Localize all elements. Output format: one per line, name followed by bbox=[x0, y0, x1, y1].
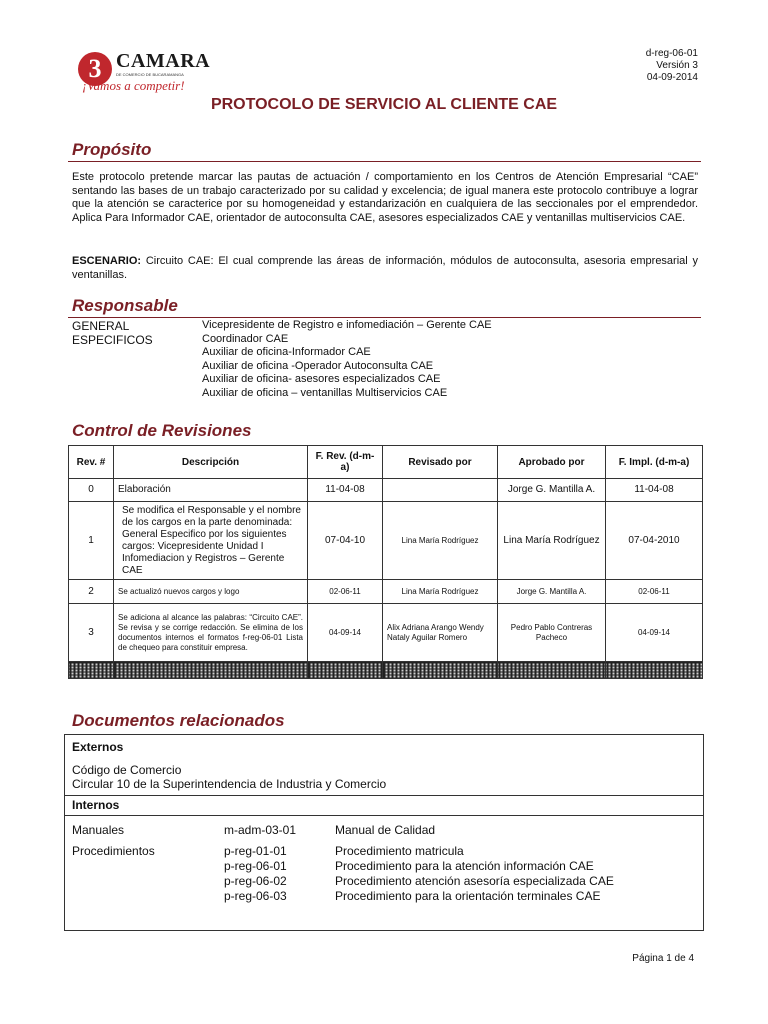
procedimiento-code: p-reg-01-01 bbox=[224, 844, 287, 858]
doc-date: 04-09-2014 bbox=[646, 72, 698, 83]
responsable-item: Auxiliar de oficina-Informador CAE bbox=[202, 346, 371, 358]
logo-brand: CAMARA bbox=[116, 50, 211, 72]
col-header-rev: Rev. # bbox=[69, 446, 114, 479]
cell-frev: 04-09-14 bbox=[308, 604, 383, 662]
documentos-box bbox=[64, 734, 704, 931]
section-divider bbox=[68, 161, 701, 162]
cell-aprobado: Lina María Rodríguez bbox=[498, 502, 606, 580]
document-meta bbox=[646, 48, 698, 84]
cell-rev: 3 bbox=[69, 604, 114, 662]
procedimiento-code: p-reg-06-02 bbox=[224, 874, 287, 888]
proposito-text: Este protocolo pretende marcar las pautas de actuación / comportamiento en los Centros de Atención Empresarial “CAE” sentando las bases de un trabajo caracterizado por su calidad y excelencia; de igual manera este protocolo contribuye a lograr que la atención se caracterice por su homogeneidad y estandarización en cualquiera de las seccionales por el emprendedor. Aplica Para Informador CAE, orientador de autoconsulta CAE, asesores especializados CAE y ventanillas multiservicios CAE. bbox=[72, 171, 698, 224]
manual-code: m-adm-03-01 bbox=[224, 823, 297, 837]
externo-item: Código de Comercio bbox=[72, 763, 182, 777]
section-documentos-heading: Documentos relacionados bbox=[72, 711, 285, 730]
cell-rev: 2 bbox=[69, 580, 114, 604]
box-divider bbox=[65, 795, 703, 796]
col-header-frev: F. Rev. (d-m-a) bbox=[308, 446, 383, 479]
section-divider bbox=[68, 317, 701, 318]
externos-label: Externos bbox=[72, 740, 124, 754]
table-row bbox=[69, 479, 703, 502]
cell-fimpl: 02-06-11 bbox=[606, 580, 703, 604]
responsable-item: Auxiliar de oficina – ventanillas Multiservicios CAE bbox=[202, 386, 448, 399]
responsable-item: Auxiliar de oficina -Operador Autoconsulta CAE bbox=[202, 359, 434, 372]
cell-fimpl: 07-04-2010 bbox=[606, 502, 703, 580]
internos-label: Internos bbox=[72, 798, 120, 812]
general-label: GENERAL bbox=[72, 319, 130, 333]
cell-revisado bbox=[383, 479, 498, 502]
externo-item: Circular 10 de la Superintendencia de Industria y Comercio bbox=[72, 777, 387, 791]
section-proposito-heading: Propósito bbox=[72, 140, 152, 159]
page-title: PROTOCOLO DE SERVICIO AL CLIENTE CAE bbox=[210, 96, 558, 113]
col-header-descripcion: Descripción bbox=[114, 446, 308, 479]
cell-rev: 0 bbox=[69, 479, 114, 502]
responsable-general: Vicepresidente de Registro e infomediación – Gerente CAE bbox=[202, 319, 492, 331]
cell-desc: Elaboración bbox=[114, 479, 308, 502]
procedimientos-label: Procedimientos bbox=[72, 844, 155, 858]
doc-version: Versión 3 bbox=[656, 60, 698, 71]
cell-desc: Se actualizó nuevos cargos y logo bbox=[114, 580, 308, 604]
logo-slogan: ¡Vamos a competir! bbox=[82, 78, 185, 93]
responsable-list bbox=[202, 319, 492, 400]
escenario-text: Circuito CAE: El cual comprende las áreas de información, módulos de autoconsulta, asesoria empresarial y ventanillas. bbox=[72, 255, 698, 281]
doc-code: d-reg-06-01 bbox=[645, 48, 698, 59]
table-header-row bbox=[69, 446, 703, 479]
cell-frev: 11-04-08 bbox=[308, 479, 383, 502]
responsable-item: Auxiliar de oficina- asesores especializados CAE bbox=[202, 373, 441, 385]
col-header-fimpl: F. Impl. (d-m-a) bbox=[606, 446, 703, 479]
cell-desc: Se adiciona al alcance las palabras: “Circuito CAE”. Se revisa y se corrige redacción. Se elimina de los documentos internos el formatos f-reg-06-01 Lista de chequeo para constituir empresa. bbox=[114, 604, 308, 662]
section-revisiones-heading: Control de Revisiones bbox=[72, 421, 252, 440]
camara-logo bbox=[78, 46, 218, 96]
procedimiento-code: p-reg-06-03 bbox=[224, 889, 287, 903]
table-pattern-row bbox=[69, 662, 703, 679]
table-row bbox=[69, 502, 703, 580]
revisions-table bbox=[68, 445, 703, 679]
logo-emblem: 3 bbox=[78, 52, 112, 86]
manuales-label: Manuales bbox=[72, 823, 125, 837]
cell-revisado: Lina María Rodríguez bbox=[383, 580, 498, 604]
section-responsable-heading: Responsable bbox=[72, 296, 178, 315]
col-header-revisado: Revisado por bbox=[383, 446, 498, 479]
box-divider bbox=[65, 815, 703, 816]
cell-frev: 02-06-11 bbox=[308, 580, 383, 604]
table-row bbox=[69, 604, 703, 662]
cell-revisado: Alix Adriana Arango Wendy Nataly Aguilar Romero bbox=[383, 604, 498, 662]
cell-aprobado: Pedro Pablo Contreras Pacheco bbox=[498, 604, 606, 662]
responsable-item: Coordinador CAE bbox=[202, 332, 289, 345]
manual-name: Manual de Calidad bbox=[335, 823, 436, 837]
procedimiento-code: p-reg-06-01 bbox=[224, 859, 287, 873]
escenario-paragraph bbox=[72, 255, 698, 282]
logo-tagline: DE COMERCIO DE BUCARAMANGA bbox=[116, 72, 184, 77]
especificos-label: ESPECIFICOS bbox=[72, 333, 153, 347]
table-row bbox=[69, 580, 703, 604]
cell-fimpl: 11-04-08 bbox=[606, 479, 703, 502]
procedimiento-name: Procedimiento matricula bbox=[335, 844, 464, 858]
cell-frev: 07-04-10 bbox=[308, 502, 383, 580]
procedimiento-name: Procedimiento para la orientación terminales CAE bbox=[335, 889, 601, 903]
procedimiento-name: Procedimiento atención asesoría especializada CAE bbox=[335, 874, 614, 888]
col-header-aprobado: Aprobado por bbox=[498, 446, 606, 479]
cell-aprobado: Jorge G. Mantilla A. bbox=[498, 479, 606, 502]
cell-fimpl: 04-09-14 bbox=[606, 604, 703, 662]
escenario-label: ESCENARIO: bbox=[72, 255, 142, 267]
cell-desc: Se modifica el Responsable y el nombre de los cargos en la parte denominada: General Especifico por los siguientes cargos: Vicepresidente Unidad I Infomediacion y Registros – Gerente CAE bbox=[114, 502, 308, 580]
cell-revisado: Lina María Rodríguez bbox=[383, 502, 498, 580]
cell-rev: 1 bbox=[69, 502, 114, 580]
procedimiento-name: Procedimiento para la atención información CAE bbox=[335, 859, 594, 873]
cell-aprobado: Jorge G. Mantilla A. bbox=[498, 580, 606, 604]
page-number: Página 1 de 4 bbox=[632, 953, 694, 964]
